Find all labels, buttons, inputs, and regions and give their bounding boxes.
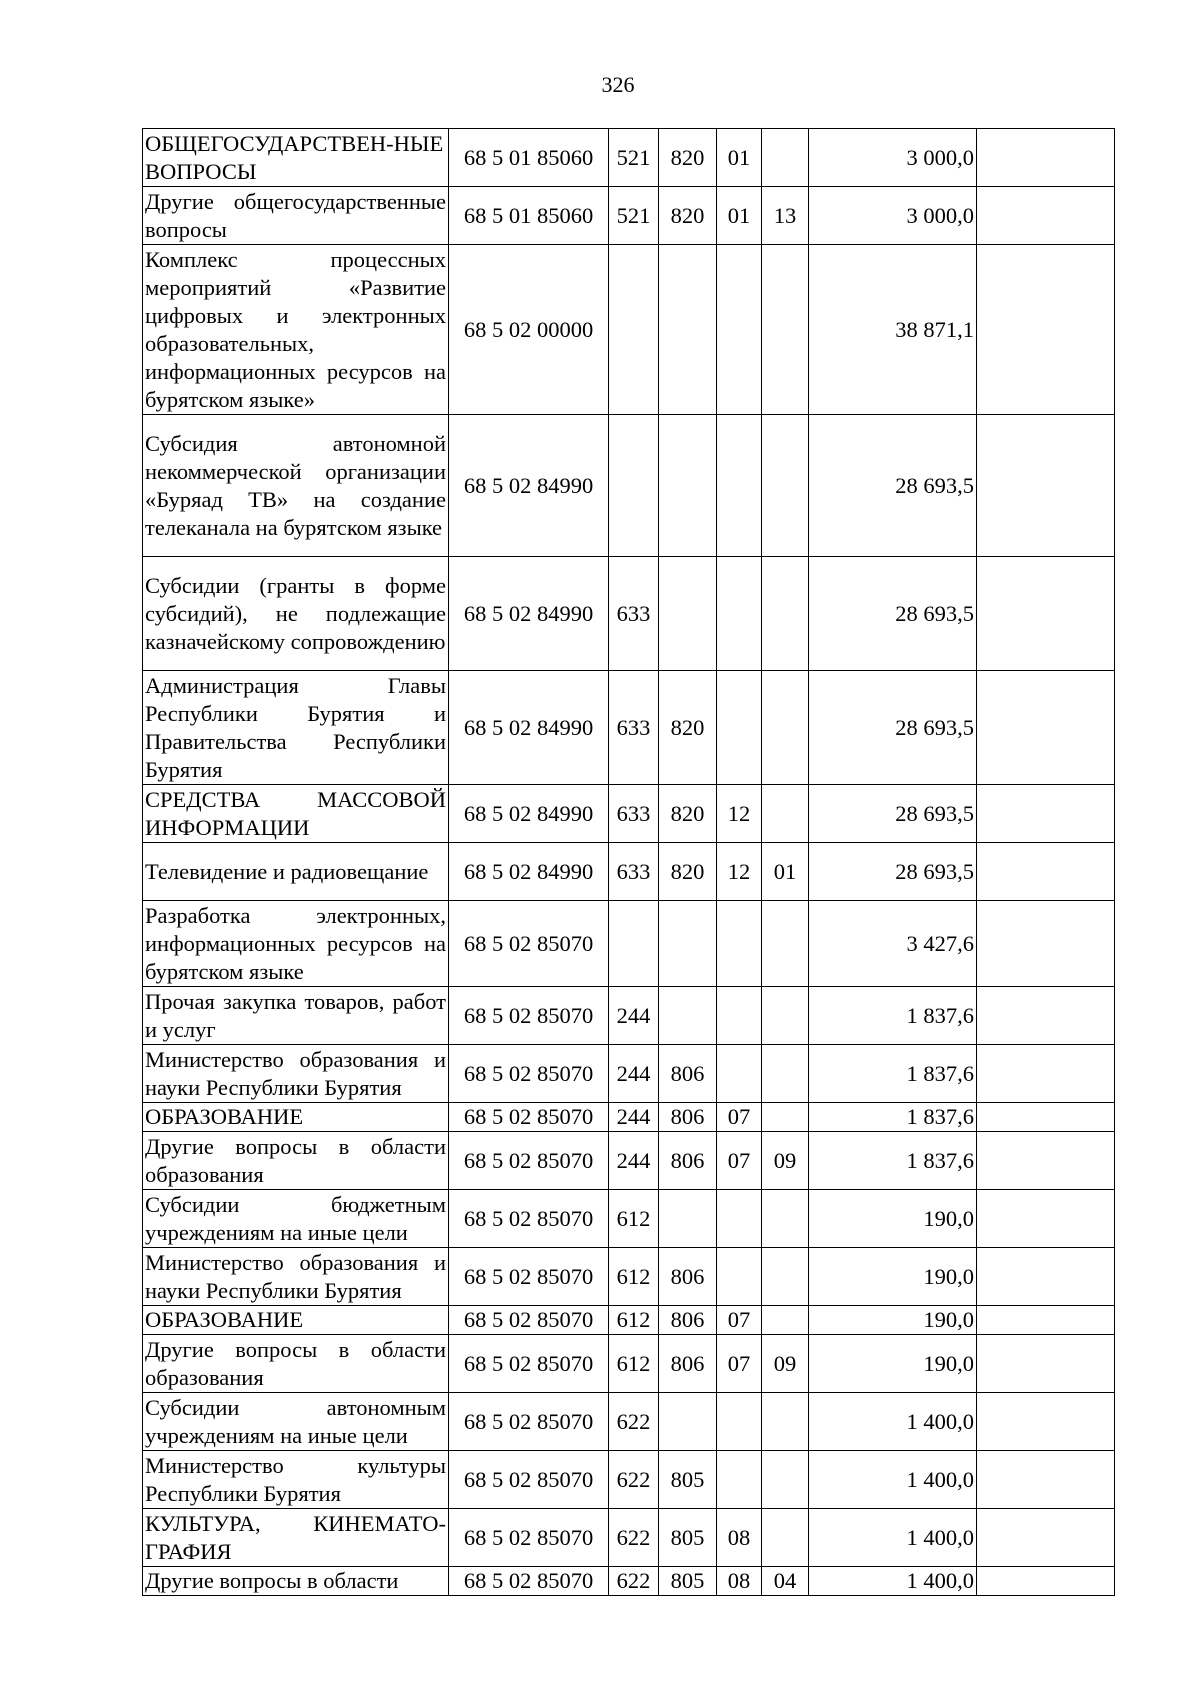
- row-vr-cell: 521: [609, 187, 659, 245]
- table-row: [143, 1393, 1115, 1451]
- table-row: [143, 1190, 1115, 1248]
- row-rz-cell: 07: [717, 1132, 762, 1190]
- row-pr-cell: [762, 1103, 809, 1132]
- row-gr-cell: [659, 987, 717, 1045]
- row-empty-cell: [977, 1248, 1115, 1306]
- row-rz-cell: 12: [717, 785, 762, 843]
- table-row: [143, 1509, 1115, 1567]
- row-vr-cell: 612: [609, 1190, 659, 1248]
- table-row: [143, 1306, 1115, 1335]
- page-number: 326: [601, 72, 635, 97]
- row-name-cell: Министерство образования и науки Республики Бурятия: [143, 1045, 449, 1103]
- budget-table: [142, 128, 1115, 1596]
- table-row: [143, 1103, 1115, 1132]
- row-rz-cell: [717, 1045, 762, 1103]
- row-pr-cell: [762, 987, 809, 1045]
- row-vr-cell: 612: [609, 1248, 659, 1306]
- row-vr-cell: 633: [609, 785, 659, 843]
- row-empty-cell: [977, 129, 1115, 187]
- row-pr-cell: [762, 671, 809, 785]
- row-gr-cell: 805: [659, 1451, 717, 1509]
- row-name-cell: КУЛЬТУРА, КИНЕМАТО-ГРАФИЯ: [143, 1509, 449, 1567]
- table-row: [143, 671, 1115, 785]
- row-name-cell: Другие общегосударственные вопросы: [143, 187, 449, 245]
- row-empty-cell: [977, 1335, 1115, 1393]
- table-row: [143, 843, 1115, 901]
- row-name-cell: ОБРАЗОВАНИЕ: [143, 1306, 449, 1335]
- row-vr-cell: 622: [609, 1567, 659, 1596]
- row-empty-cell: [977, 415, 1115, 557]
- row-sum-cell: 38 871,1: [809, 245, 977, 415]
- row-vr-cell: 633: [609, 557, 659, 671]
- row-name-cell: Министерство культуры Республики Бурятия: [143, 1451, 449, 1509]
- row-pr-cell: [762, 1509, 809, 1567]
- row-gr-cell: 806: [659, 1335, 717, 1393]
- row-rz-cell: [717, 557, 762, 671]
- row-code-cell: 68 5 02 85070: [449, 1335, 609, 1393]
- row-code-cell: 68 5 02 00000: [449, 245, 609, 415]
- row-empty-cell: [977, 1393, 1115, 1451]
- row-empty-cell: [977, 1045, 1115, 1103]
- row-sum-cell: 1 400,0: [809, 1393, 977, 1451]
- row-code-cell: 68 5 02 85070: [449, 1190, 609, 1248]
- row-name-cell: ОБЩЕГОСУДАРСТВЕН-НЫЕ ВОПРОСЫ: [143, 129, 449, 187]
- row-gr-cell: 805: [659, 1567, 717, 1596]
- table-row: [143, 187, 1115, 245]
- row-rz-cell: [717, 245, 762, 415]
- row-sum-cell: 1 837,6: [809, 1132, 977, 1190]
- row-vr-cell: 244: [609, 1103, 659, 1132]
- row-vr-cell: 244: [609, 1045, 659, 1103]
- row-pr-cell: [762, 415, 809, 557]
- row-name-cell: Другие вопросы в области образования: [143, 1335, 449, 1393]
- row-pr-cell: 09: [762, 1132, 809, 1190]
- row-name-cell: Комплекс процессных мероприятий «Развитие цифровых и электронных образовательных, информационных ресурсов на бурятском языке»: [143, 245, 449, 415]
- row-vr-cell: 622: [609, 1451, 659, 1509]
- row-gr-cell: 820: [659, 671, 717, 785]
- row-rz-cell: [717, 1393, 762, 1451]
- row-gr-cell: 806: [659, 1103, 717, 1132]
- budget-table-body: [143, 129, 1115, 1596]
- row-sum-cell: 28 693,5: [809, 557, 977, 671]
- row-name-cell: Субсидия автономной некоммерческой организации «Буряад ТВ» на создание телеканала на бурятском языке: [143, 415, 449, 557]
- row-code-cell: 68 5 02 84990: [449, 557, 609, 671]
- row-sum-cell: 28 693,5: [809, 415, 977, 557]
- row-name-cell: Другие вопросы в области образования: [143, 1132, 449, 1190]
- row-rz-cell: 08: [717, 1567, 762, 1596]
- table-row: [143, 1335, 1115, 1393]
- row-code-cell: 68 5 02 84990: [449, 415, 609, 557]
- row-gr-cell: [659, 557, 717, 671]
- row-sum-cell: 190,0: [809, 1335, 977, 1393]
- row-rz-cell: [717, 987, 762, 1045]
- row-pr-cell: 13: [762, 187, 809, 245]
- row-sum-cell: 1 400,0: [809, 1451, 977, 1509]
- row-gr-cell: 806: [659, 1045, 717, 1103]
- row-name-cell: Прочая закупка товаров, работ и услуг: [143, 987, 449, 1045]
- row-gr-cell: [659, 901, 717, 987]
- row-code-cell: 68 5 02 85070: [449, 1509, 609, 1567]
- row-code-cell: 68 5 02 85070: [449, 1393, 609, 1451]
- table-row: [143, 1132, 1115, 1190]
- row-gr-cell: 820: [659, 129, 717, 187]
- row-rz-cell: [717, 1248, 762, 1306]
- row-sum-cell: 3 000,0: [809, 187, 977, 245]
- row-rz-cell: [717, 415, 762, 557]
- row-code-cell: 68 5 02 85070: [449, 1451, 609, 1509]
- row-name-cell: Субсидии автономным учреждениям на иные цели: [143, 1393, 449, 1451]
- row-vr-cell: 633: [609, 671, 659, 785]
- row-pr-cell: [762, 1306, 809, 1335]
- row-code-cell: 68 5 02 84990: [449, 843, 609, 901]
- table-row: [143, 1045, 1115, 1103]
- row-code-cell: 68 5 02 84990: [449, 785, 609, 843]
- row-empty-cell: [977, 1509, 1115, 1567]
- row-empty-cell: [977, 557, 1115, 671]
- row-pr-cell: [762, 1451, 809, 1509]
- row-sum-cell: 1 400,0: [809, 1567, 977, 1596]
- table-row: [143, 557, 1115, 671]
- row-vr-cell: 622: [609, 1393, 659, 1451]
- row-sum-cell: 1 400,0: [809, 1509, 977, 1567]
- table-row: [143, 245, 1115, 415]
- row-empty-cell: [977, 1451, 1115, 1509]
- row-sum-cell: 3 000,0: [809, 129, 977, 187]
- row-sum-cell: 190,0: [809, 1190, 977, 1248]
- row-vr-cell: 521: [609, 129, 659, 187]
- row-vr-cell: 622: [609, 1509, 659, 1567]
- row-name-cell: Субсидии (гранты в форме субсидий), не подлежащие казначейскому сопровождению: [143, 557, 449, 671]
- row-name-cell: Администрация Главы Республики Бурятия и Правительства Республики Бурятия: [143, 671, 449, 785]
- row-pr-cell: 09: [762, 1335, 809, 1393]
- row-pr-cell: 04: [762, 1567, 809, 1596]
- row-empty-cell: [977, 1103, 1115, 1132]
- row-code-cell: 68 5 02 85070: [449, 1045, 609, 1103]
- row-gr-cell: 820: [659, 785, 717, 843]
- row-empty-cell: [977, 1132, 1115, 1190]
- row-rz-cell: [717, 1451, 762, 1509]
- row-gr-cell: 806: [659, 1248, 717, 1306]
- row-sum-cell: 28 693,5: [809, 671, 977, 785]
- row-pr-cell: [762, 557, 809, 671]
- row-empty-cell: [977, 987, 1115, 1045]
- row-name-cell: Разработка электронных, информационных ресурсов на бурятском языке: [143, 901, 449, 987]
- table-row: [143, 1248, 1115, 1306]
- row-sum-cell: 190,0: [809, 1248, 977, 1306]
- row-name-cell: Министерство образования и науки Республики Бурятия: [143, 1248, 449, 1306]
- row-gr-cell: 806: [659, 1132, 717, 1190]
- row-rz-cell: 08: [717, 1509, 762, 1567]
- row-empty-cell: [977, 245, 1115, 415]
- row-gr-cell: 820: [659, 843, 717, 901]
- row-empty-cell: [977, 843, 1115, 901]
- row-vr-cell: 244: [609, 1132, 659, 1190]
- row-empty-cell: [977, 671, 1115, 785]
- row-pr-cell: [762, 1393, 809, 1451]
- row-empty-cell: [977, 1567, 1115, 1596]
- row-pr-cell: [762, 901, 809, 987]
- row-rz-cell: [717, 1190, 762, 1248]
- row-rz-cell: 01: [717, 187, 762, 245]
- row-rz-cell: 01: [717, 129, 762, 187]
- row-gr-cell: 805: [659, 1509, 717, 1567]
- row-pr-cell: 01: [762, 843, 809, 901]
- row-gr-cell: 820: [659, 187, 717, 245]
- row-sum-cell: 1 837,6: [809, 1045, 977, 1103]
- row-vr-cell: 612: [609, 1306, 659, 1335]
- table-row: [143, 1567, 1115, 1596]
- row-vr-cell: [609, 901, 659, 987]
- row-sum-cell: 3 427,6: [809, 901, 977, 987]
- row-sum-cell: 28 693,5: [809, 843, 977, 901]
- row-code-cell: 68 5 02 85070: [449, 1567, 609, 1596]
- row-name-cell: Телевидение и радиовещание: [143, 843, 449, 901]
- row-pr-cell: [762, 1045, 809, 1103]
- row-vr-cell: [609, 415, 659, 557]
- row-code-cell: 68 5 02 85070: [449, 1248, 609, 1306]
- row-code-cell: 68 5 02 85070: [449, 987, 609, 1045]
- row-rz-cell: [717, 901, 762, 987]
- row-sum-cell: 1 837,6: [809, 987, 977, 1045]
- table-row: [143, 415, 1115, 557]
- row-empty-cell: [977, 1306, 1115, 1335]
- row-name-cell: Другие вопросы в области: [143, 1567, 449, 1596]
- row-rz-cell: [717, 671, 762, 785]
- row-empty-cell: [977, 187, 1115, 245]
- row-empty-cell: [977, 901, 1115, 987]
- row-sum-cell: 190,0: [809, 1306, 977, 1335]
- row-vr-cell: 244: [609, 987, 659, 1045]
- row-pr-cell: [762, 245, 809, 415]
- table-row: [143, 901, 1115, 987]
- row-rz-cell: 07: [717, 1335, 762, 1393]
- table-row: [143, 987, 1115, 1045]
- row-code-cell: 68 5 01 85060: [449, 129, 609, 187]
- row-code-cell: 68 5 01 85060: [449, 187, 609, 245]
- table-row: [143, 1451, 1115, 1509]
- row-vr-cell: 612: [609, 1335, 659, 1393]
- row-name-cell: ОБРАЗОВАНИЕ: [143, 1103, 449, 1132]
- row-gr-cell: 806: [659, 1306, 717, 1335]
- table-row: [143, 129, 1115, 187]
- row-code-cell: 68 5 02 84990: [449, 671, 609, 785]
- row-code-cell: 68 5 02 85070: [449, 901, 609, 987]
- row-name-cell: Субсидии бюджетным учреждениям на иные цели: [143, 1190, 449, 1248]
- row-pr-cell: [762, 129, 809, 187]
- row-pr-cell: [762, 1190, 809, 1248]
- row-code-cell: 68 5 02 85070: [449, 1132, 609, 1190]
- row-sum-cell: 28 693,5: [809, 785, 977, 843]
- row-vr-cell: 633: [609, 843, 659, 901]
- row-pr-cell: [762, 1248, 809, 1306]
- row-pr-cell: [762, 785, 809, 843]
- row-rz-cell: 07: [717, 1103, 762, 1132]
- row-gr-cell: [659, 245, 717, 415]
- row-rz-cell: 12: [717, 843, 762, 901]
- row-empty-cell: [977, 785, 1115, 843]
- row-code-cell: 68 5 02 85070: [449, 1103, 609, 1132]
- row-name-cell: СРЕДСТВА МАССОВОЙ ИНФОРМАЦИИ: [143, 785, 449, 843]
- row-rz-cell: 07: [717, 1306, 762, 1335]
- row-empty-cell: [977, 1190, 1115, 1248]
- row-vr-cell: [609, 245, 659, 415]
- row-sum-cell: 1 837,6: [809, 1103, 977, 1132]
- row-gr-cell: [659, 1393, 717, 1451]
- row-gr-cell: [659, 1190, 717, 1248]
- row-code-cell: 68 5 02 85070: [449, 1306, 609, 1335]
- table-row: [143, 785, 1115, 843]
- row-gr-cell: [659, 415, 717, 557]
